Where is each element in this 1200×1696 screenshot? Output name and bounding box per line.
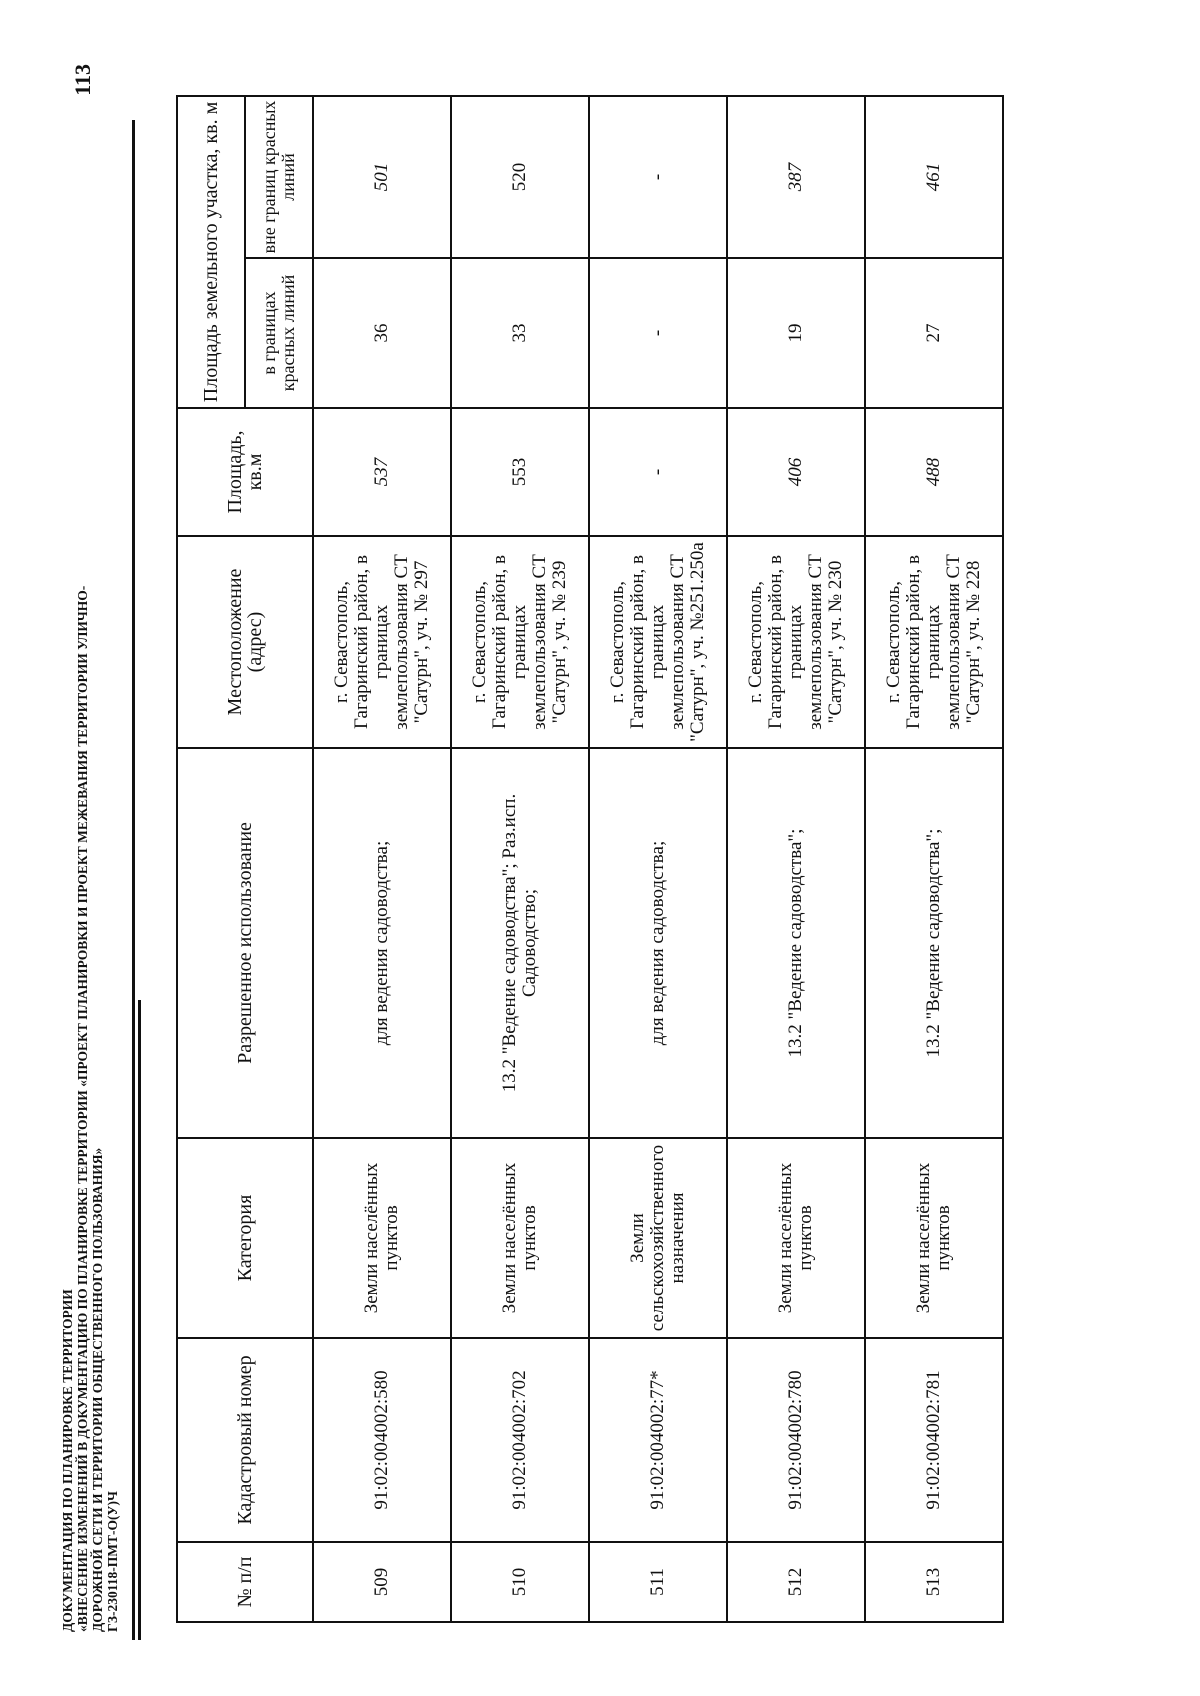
cell-area: 488: [865, 408, 1003, 536]
document-header: [60, 482, 120, 1632]
cell-outside: 387: [727, 96, 865, 258]
header-category: Категория: [177, 1138, 313, 1338]
header-rule: [132, 120, 135, 1640]
header-rule-short: [138, 1000, 141, 1640]
page-number: 113: [70, 64, 95, 96]
cell-area: 553: [451, 408, 589, 536]
table-row: [451, 96, 589, 1622]
cell-permitted-use: для ведения садоводства;: [313, 748, 451, 1138]
cell-location: г. Севастополь, Гагаринский район, в границах землепользования СТ "Сатурн", уч. № 228: [865, 536, 1003, 748]
cell-permitted-use: 13.2 "Ведение садоводства";: [727, 748, 865, 1138]
cell-num: 510: [451, 1542, 589, 1622]
header-permitted-use: Разрешенное использование: [177, 748, 313, 1138]
cell-cadastral: 91:02:004002:702: [451, 1338, 589, 1542]
cell-permitted-use: 13.2 "Ведение садоводства"; Раз.исп. Садоводство;: [451, 748, 589, 1138]
cell-num: 512: [727, 1542, 865, 1622]
header-line: ДОРОЖНОЙ СЕТИ И ТЕРРИТОРИИ ОБЩЕСТВЕННОГО ПОЛЬЗОВАНИЯ»: [90, 1147, 105, 1632]
table-row: [727, 96, 865, 1622]
cell-num: 513: [865, 1542, 1003, 1622]
table-row: [589, 96, 727, 1622]
cell-inside: 33: [451, 258, 589, 408]
header-line: «ВНЕСЕНИЕ ИЗМЕНЕНИЙ В ДОКУМЕНТАЦИЮ ПО ПЛАНИРОВКЕ ТЕРРИТОРИИ «ПРОЕКТ ПЛАНИРОВКИ И ПРОЕКТ МЕЖЕВАНИЯ ТЕРРИТОРИИ УЛИЧНО-: [75, 585, 90, 1632]
cell-outside: 461: [865, 96, 1003, 258]
cell-cadastral: 91:02:004002:580: [313, 1338, 451, 1542]
cell-inside: 36: [313, 258, 451, 408]
table-row: [865, 96, 1003, 1622]
table-row: [313, 96, 451, 1622]
header-num: № п/п: [177, 1542, 313, 1622]
cell-category: Земли сельскохозяйственного назначения: [589, 1138, 727, 1338]
cell-location: г. Севастополь, Гагаринский район, в границах землепользования СТ "Сатурн", уч. №251.250а: [589, 536, 727, 748]
cell-inside: 19: [727, 258, 865, 408]
land-plots-table: [176, 95, 1004, 1623]
header-cadastral: Кадастровый номер: [177, 1338, 313, 1542]
cell-permitted-use: 13.2 "Ведение садоводства";: [865, 748, 1003, 1138]
header-line: ГЗ-230118-ПМТ-О(У)Ч: [105, 1491, 120, 1632]
header-plot-area: Площадь земельного участка, кв. м: [177, 96, 245, 408]
header-area: Площадь, кв.м: [177, 408, 313, 536]
cell-permitted-use: для ведения садоводства;: [589, 748, 727, 1138]
cell-inside: -: [589, 258, 727, 408]
cell-area: -: [589, 408, 727, 536]
cell-outside: 501: [313, 96, 451, 258]
header-outside-red-lines: вне границ красных линий: [245, 96, 313, 258]
cell-area: 406: [727, 408, 865, 536]
cell-inside: 27: [865, 258, 1003, 408]
header-inside-red-lines: в границах красных линий: [245, 258, 313, 408]
cell-outside: -: [589, 96, 727, 258]
cell-category: Земли населённых пунктов: [451, 1138, 589, 1338]
cell-outside: 520: [451, 96, 589, 258]
cell-num: 509: [313, 1542, 451, 1622]
cell-category: Земли населённых пунктов: [313, 1138, 451, 1338]
cell-category: Земли населённых пунктов: [865, 1138, 1003, 1338]
cell-cadastral: 91:02:004002:780: [727, 1338, 865, 1542]
cell-category: Земли населённых пунктов: [727, 1138, 865, 1338]
cell-area: 537: [313, 408, 451, 536]
header-location: Местоположение (адрес): [177, 536, 313, 748]
cell-cadastral: 91:02:004002:77*: [589, 1338, 727, 1542]
header-line: ДОКУМЕНТАЦИЯ ПО ПЛАНИРОВКЕ ТЕРРИТОРИИ: [60, 1289, 75, 1632]
cell-location: г. Севастополь, Гагаринский район, в границах землепользования СТ "Сатурн", уч. № 297: [313, 536, 451, 748]
cell-location: г. Севастополь, Гагаринский район, в границах землепользования СТ "Сатурн", уч. № 230: [727, 536, 865, 748]
cell-location: г. Севастополь, Гагаринский район, в границах землепользования СТ "Сатурн", уч. № 239: [451, 536, 589, 748]
cell-cadastral: 91:02:004002:781: [865, 1338, 1003, 1542]
cell-num: 511: [589, 1542, 727, 1622]
